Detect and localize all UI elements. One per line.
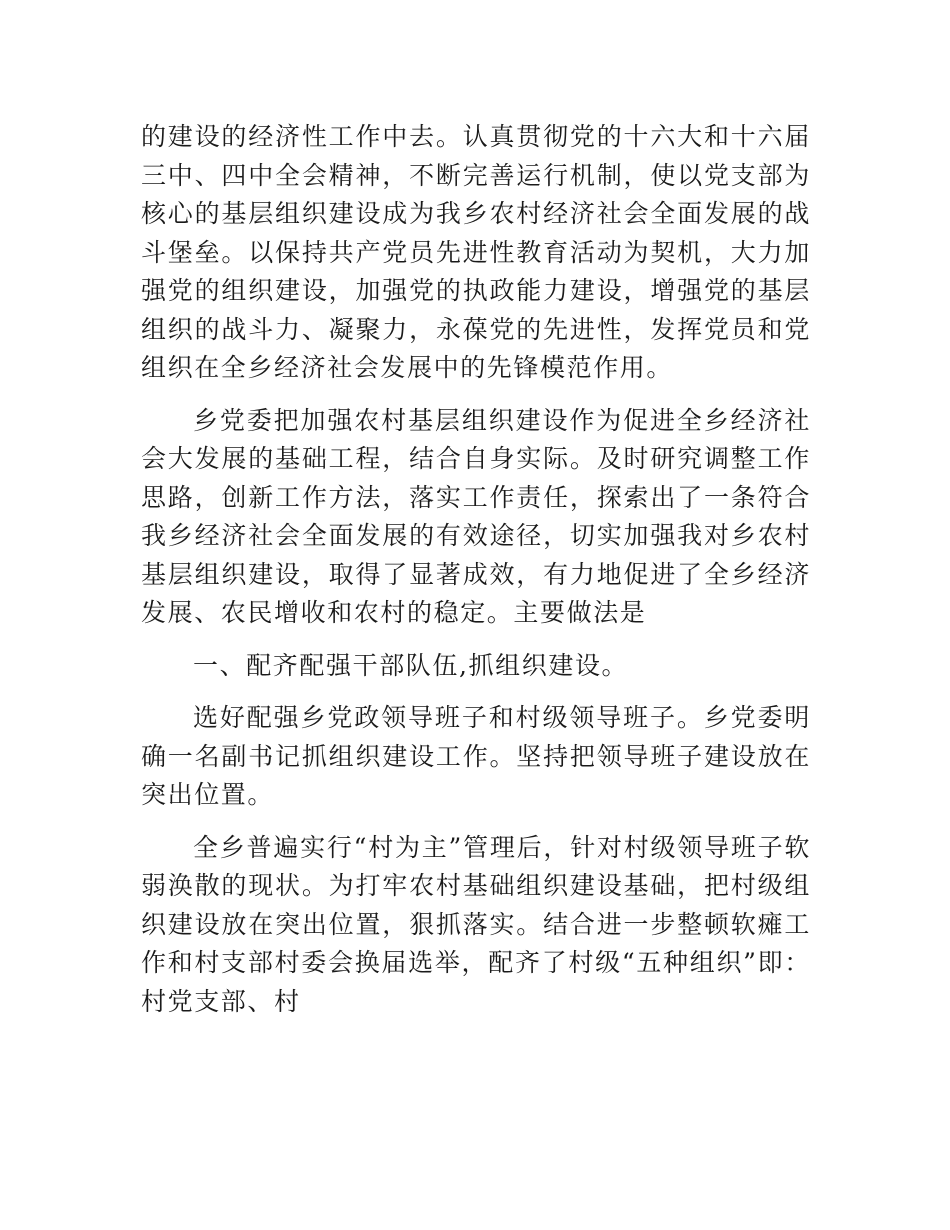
paragraph-2: 乡党委把加强农村基层组织建设作为促进全乡经济社会大发展的基础工程，结合自身实际。及时研究调整工作思路，创新工作方法，落实工作责任，探索出了一条符合我乡经济社会全面发展的有效途径，切实加强我对乡农村基层组织建设，取得了显著成效，有力地促进了全乡经济发展、农民增收和农村的稳定。主要做法是 — [141, 405, 811, 627]
paragraph-4: 全乡普遍实行“村为主”管理后，针对村级领导班子软弱涣散的现状。为打牢农村基础组织建设基础，把村级组织建设放在突出位置，狠抓落实。结合进一步整顿软瘫工作和村支部村委会换届选举，配齐了村级“五种组织”即：村党支部、村 — [141, 832, 811, 1016]
section-heading-1: 一、配齐配强干部队伍,抓组织建设。 — [193, 650, 629, 680]
paragraph-1: 的建设的经济性工作中去。认真贯彻党的十六大和十六届三中、四中全会精神，不断完善运行机制，使以党支部为核心的基层组织建设成为我乡农村经济社会全面发展的战斗堡垒。以保持共产党员先进性教育活动为契机，大力加强党的组织建设，加强党的执政能力建设，增强党的基层组织的战斗力、凝聚力，永葆党的先进性，发挥党员和党组织在全乡经济社会发展中的先锋模范作用。 — [141, 122, 811, 382]
paragraph-3: 选好配强乡党政领导班子和村级领导班子。乡党委明确一名副书记抓组织建设工作。坚持把领导班子建设放在突出位置。 — [141, 703, 811, 809]
document-page — [141, 118, 811, 1021]
